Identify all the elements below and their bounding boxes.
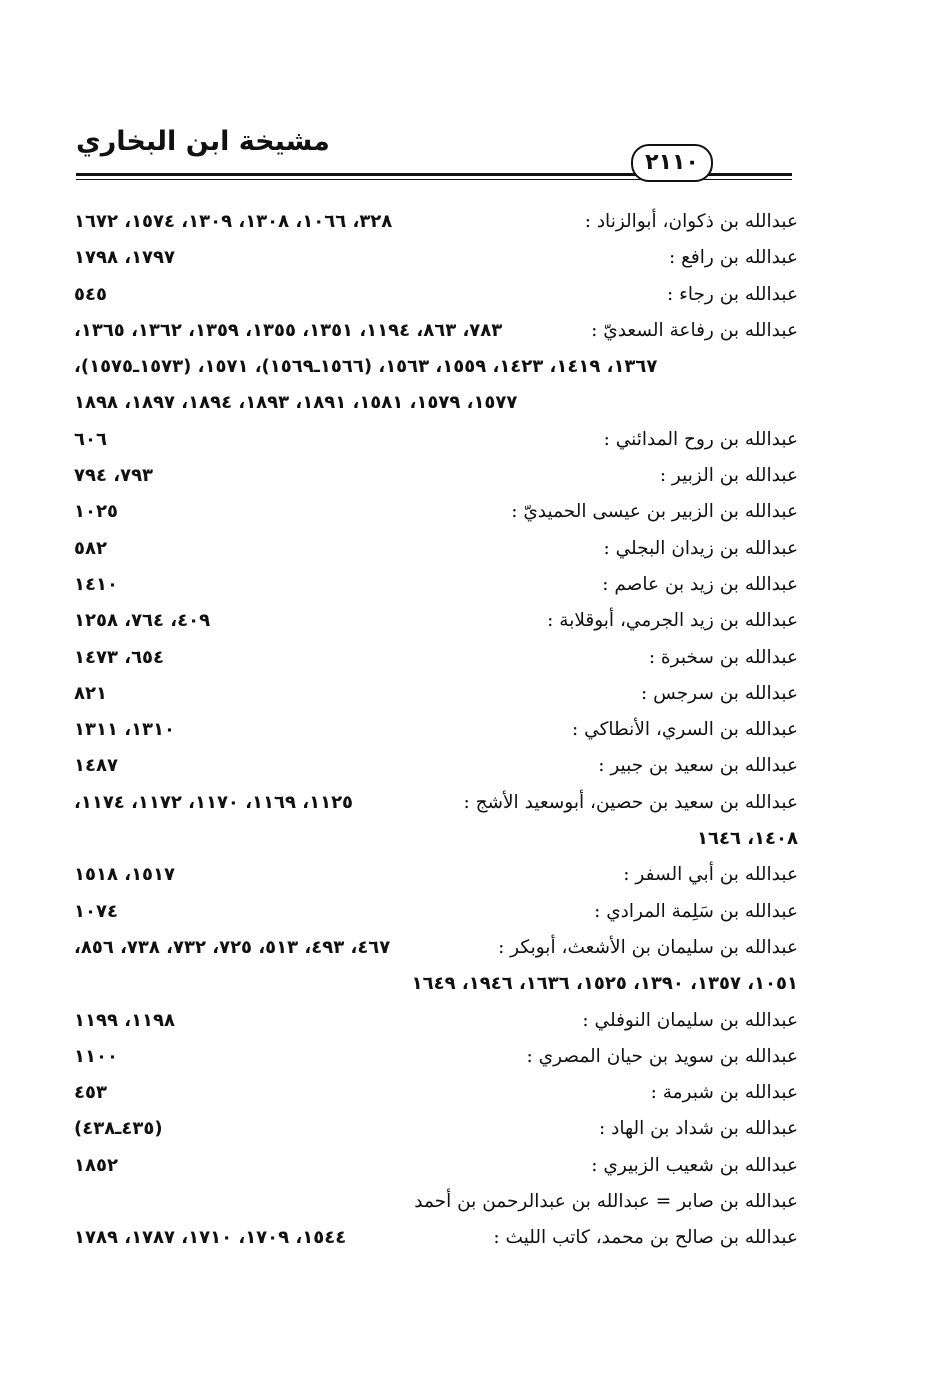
entry-name: عبدالله بن ذكوان، أبوالزناد : [584, 211, 798, 232]
entry-refs: ٥٤٥ [74, 283, 107, 305]
entry-refs: ٨٢١ [74, 682, 107, 704]
index-entry [74, 313, 798, 422]
index-entry [74, 531, 798, 567]
index-entry [74, 1075, 798, 1111]
entry-name: عبدالله بن زيدان البجلي : [603, 537, 798, 559]
entry-name: عبدالله بن الزبير : [659, 465, 798, 487]
entry-refs: ١١٠٠ [74, 1045, 118, 1067]
entry-name: عبدالله بن شبرمة : [650, 1082, 798, 1104]
entry-refs: ٦٥٤، ١٤٧٣ [74, 646, 165, 668]
entry-refs: ٤٦٧، ٤٩٣، ٥١٣، ٧٢٥، ٧٣٢، ٧٣٨، ٨٥٦، [74, 936, 391, 958]
name-index [74, 204, 798, 1257]
index-entry [74, 1220, 798, 1256]
entry-name: عبدالله بن سرجس : [641, 682, 798, 704]
index-entry [74, 1111, 798, 1147]
entry-refs: ١٠٧٤ [74, 900, 118, 922]
entry-name: عبدالله بن صابر = عبدالله بن عبدالرحمن بن أحمد [414, 1191, 798, 1213]
book-title: مشيخة ابن البخاري [76, 126, 330, 157]
entry-refs: ١٥١٧، ١٥١٨ [74, 864, 176, 886]
entry-refs-continued: ١٥٧٧، ١٥٧٩، ١٥٨١، ١٨٩١، ١٨٩٣، ١٨٩٤، ١٨٩٧، ١٨٩٨ [74, 391, 518, 413]
entry-name: عبدالله بن أبي السفر : [623, 864, 798, 886]
index-entry [74, 458, 798, 494]
index-entry [74, 676, 798, 712]
entry-refs: ١٠٢٥ [74, 501, 118, 523]
index-entry [74, 567, 798, 603]
index-entry [74, 857, 798, 893]
entry-refs: ٤٠٩، ٧٦٤، ١٢٥٨ [74, 610, 211, 632]
entry-refs-continued: ١٣٦٧، ١٤١٩، ١٤٢٣، ١٥٥٩، ١٥٦٣، (١٥٦٦ـ١٥٦٩)، ١٥٧١، (١٥٧٣ـ١٥٧٥)، [74, 355, 658, 377]
entry-name: عبدالله بن سعيد بن حصين، أبوسعيد الأشج : [463, 791, 798, 813]
index-entry [74, 785, 798, 858]
entry-refs: ١٨٥٢ [74, 1154, 118, 1176]
entry-refs: ١١٩٨، ١١٩٩ [74, 1009, 176, 1031]
index-entry [74, 1184, 798, 1220]
index-entry [74, 748, 798, 784]
index-entry [74, 240, 798, 276]
index-entry [74, 894, 798, 930]
entry-refs: ٧٩٣، ٧٩٤ [74, 465, 154, 487]
entry-name: عبدالله بن روح المدائني : [603, 428, 798, 450]
entry-refs-continued: ١٠٥١، ١٣٥٧، ١٣٩٠، ١٥٢٥، ١٦٣٦، ١٩٤٦، ١٦٤٩ [411, 972, 798, 994]
entry-refs: ١١٢٥، ١١٦٩، ١١٧٠، ١١٧٢، ١١٧٤، [74, 791, 354, 813]
entry-name: عبدالله بن سعيد بن جبير : [598, 755, 798, 777]
index-entry [74, 640, 798, 676]
entry-refs: ٣٢٨، ١٠٦٦، ١٣٠٨، ١٣٠٩، ١٥٧٤، ١٦٧٢ [74, 211, 393, 232]
entry-refs: ١٣١٠، ١٣١١ [74, 719, 176, 741]
entry-name: عبدالله بن زيد بن عاصم : [602, 573, 798, 595]
entry-name: عبدالله بن الزبير بن عيسى الحميديّ : [511, 501, 798, 523]
entry-name: عبدالله بن سليمان بن الأشعث، أبوبكر : [498, 936, 798, 958]
entry-name: عبدالله بن شداد بن الهاد : [598, 1118, 798, 1140]
entry-name: عبدالله بن رفاعة السعديّ : [591, 319, 798, 341]
entry-name: عبدالله بن سليمان النوفلي : [582, 1009, 798, 1031]
index-entry [74, 1039, 798, 1075]
index-entry [74, 277, 798, 313]
index-entry [74, 712, 798, 748]
entry-refs: ١٤١٠ [74, 573, 118, 595]
page-number: ٢١١٠ [631, 144, 713, 182]
index-entry [74, 603, 798, 639]
entry-refs: (٤٣٥ـ٤٣٨) [74, 1118, 163, 1140]
entry-name: عبدالله بن سَلِمة المرادي : [594, 900, 798, 922]
entry-refs-continued: ١٤٠٨، ١٦٤٦ [696, 827, 798, 849]
entry-refs: ٧٨٣، ٨٦٣، ١١٩٤، ١٣٥١، ١٣٥٥، ١٣٥٩، ١٣٦٢، ١٣٦٥، [74, 319, 503, 341]
index-entry [74, 422, 798, 458]
entry-name: عبدالله بن شعيب الزبيري : [591, 1154, 798, 1176]
entry-name: عبدالله بن رافع : [668, 247, 798, 269]
page-header [76, 118, 792, 188]
index-entry [74, 204, 798, 240]
index-entry [74, 494, 798, 530]
entry-name: عبدالله بن صالح بن محمد، كاتب الليث : [493, 1227, 798, 1249]
entry-name: عبدالله بن السري، الأنطاكي : [572, 719, 798, 741]
entry-name: عبدالله بن سويد بن حيان المصري : [526, 1045, 798, 1067]
entry-refs: ٤٥٣ [74, 1082, 107, 1104]
entry-name: عبدالله بن زيد الجرمي، أبوقلابة : [547, 610, 798, 632]
index-entry [74, 1148, 798, 1184]
index-entry [74, 1003, 798, 1039]
entry-name: عبدالله بن رجاء : [667, 283, 798, 305]
entry-refs: ٦٠٦ [74, 428, 107, 450]
entry-name: عبدالله بن سخبرة : [648, 646, 798, 668]
index-entry [74, 930, 798, 1003]
entry-refs: ٥٨٢ [74, 537, 107, 559]
entry-refs: ١٤٨٧ [74, 755, 118, 777]
entry-refs: ١٥٤٤، ١٧٠٩، ١٧١٠، ١٧٨٧، ١٧٨٩ [74, 1227, 347, 1249]
entry-refs: ١٧٩٧، ١٧٩٨ [74, 247, 176, 269]
